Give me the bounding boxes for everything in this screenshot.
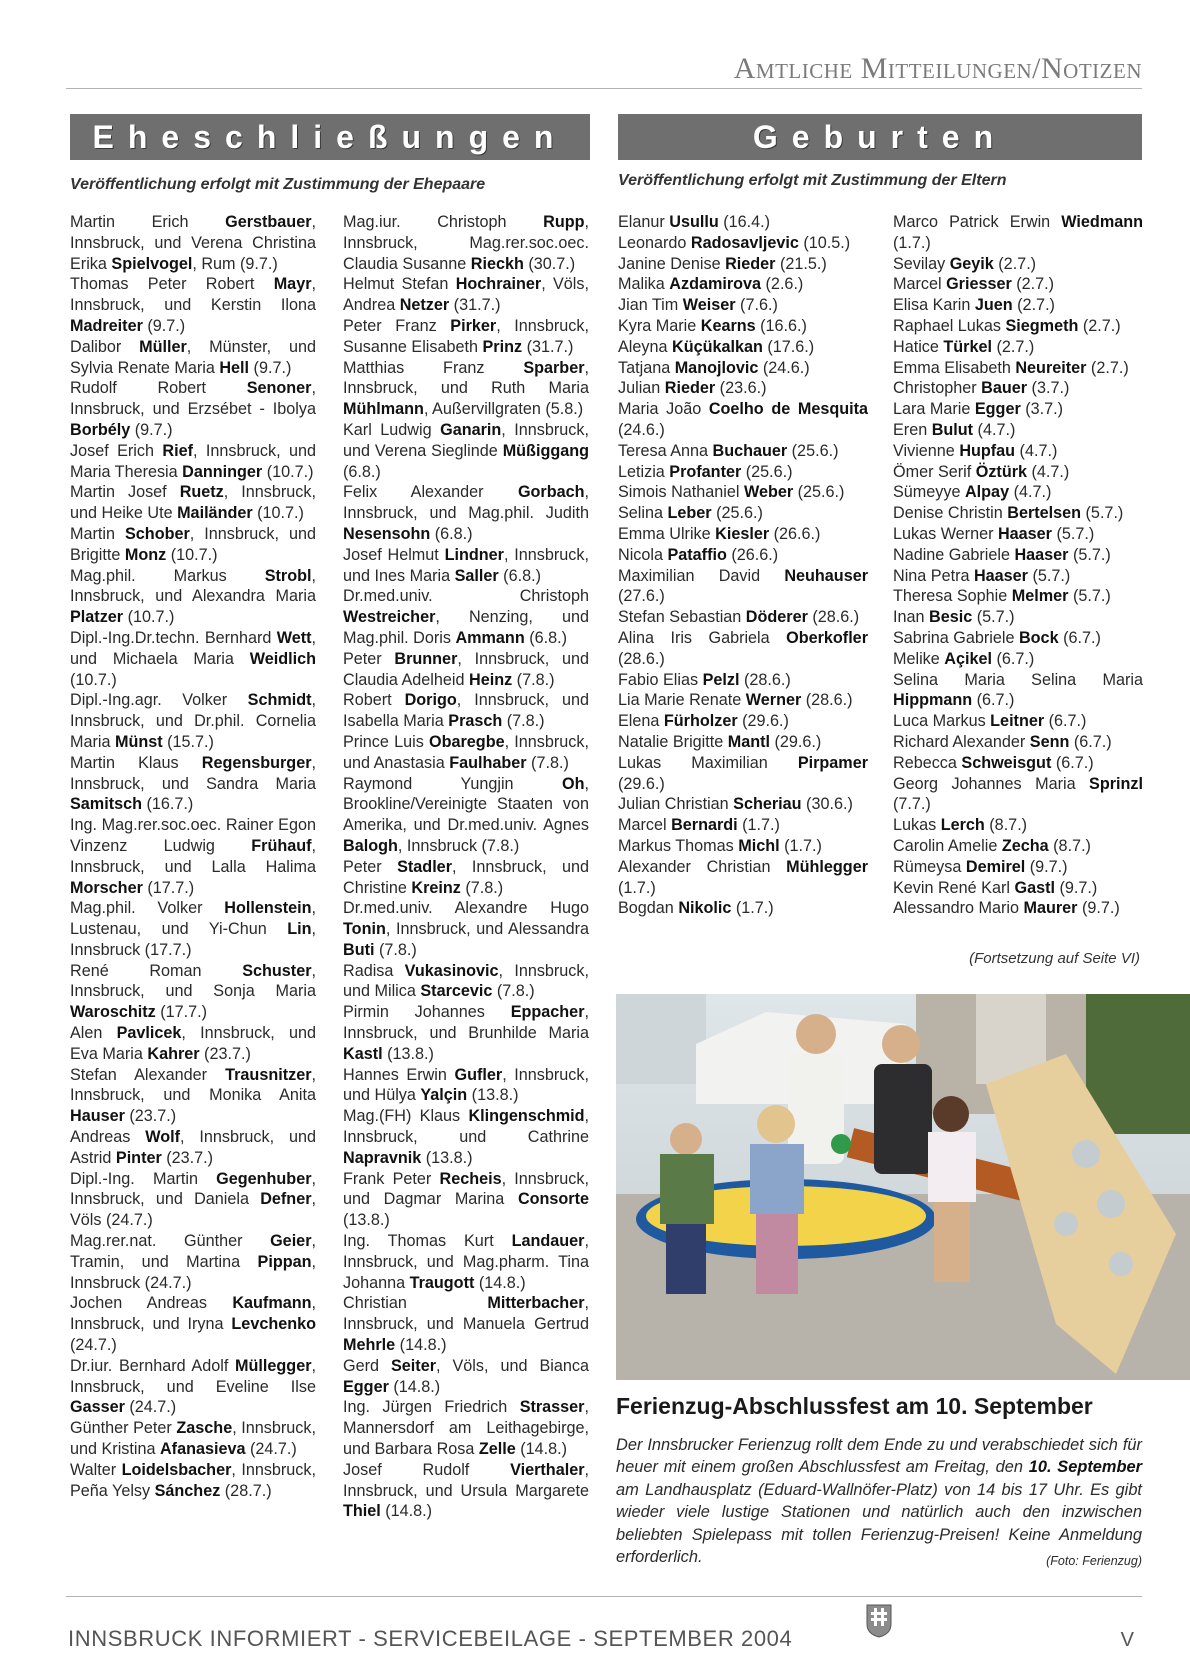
list-item: Peter Stadler, Innsbruck, und Christine Kreinz (7.8.): [343, 857, 589, 897]
list-item: Julian Christian Scheriau (30.6.): [618, 795, 853, 814]
list-item: Josef Erich Rief, Innsbruck, und Maria Theresia Danninger (10.7.): [70, 441, 316, 481]
list-item: Rümeysa Demirel (9.7.): [893, 857, 1068, 876]
list-item: Felix Alexander Gorbach, Innsbruck, und Mag.phil. Judith Nesensohn (6.8.): [343, 483, 589, 543]
list-item: Raphael Lukas Siegmeth (2.7.): [893, 316, 1121, 335]
list-item: Nadine Gabriele Haaser (5.7.): [893, 545, 1111, 564]
list-item: Josef Rudolf Vierthaler, Innsbruck, und Ursula Margarete Thiel (14.8.): [343, 1460, 589, 1521]
list-item: Christian Mitterbacher, Innsbruck, und Manuela Gertrud Mehrle (14.8.): [343, 1294, 589, 1355]
list-item: Dalibor Müller, Münster, und Sylvia Renate Maria Hell (9.7.): [70, 337, 317, 377]
list-item: Denise Christin Bertelsen (5.7.): [893, 504, 1124, 523]
list-item: Fabio Elias Pelzl (28.6.): [618, 670, 791, 689]
list-item: Julian Rieder (23.6.): [618, 379, 767, 398]
list-item: Hannes Erwin Gufler, Innsbruck, und Hülya Yalçin (13.8.): [343, 1065, 589, 1105]
list-item: Walter Loidelsbacher, Innsbruck, Peña Yelsy Sánchez (28.7.): [70, 1460, 316, 1500]
list-item: Marco Patrick Erwin Wiedmann (1.7.): [893, 213, 1143, 252]
marriages-subtitle: Veröffentlichung erfolgt mit Zustimmung der Ehepaare: [70, 176, 486, 193]
list-item: Alina Iris Gabriela Oberkofler (28.6.): [618, 628, 868, 668]
list-item: Bogdan Nikolic (1.7.): [618, 899, 774, 918]
list-item: Richard Alexander Senn (6.7.): [893, 732, 1112, 751]
list-item: Dr.med.univ. Christoph Westreicher, Nenzing, und Mag.phil. Doris Ammann (6.8.): [343, 587, 589, 647]
list-item: Markus Thomas Michl (1.7.): [618, 836, 822, 855]
article-body: [616, 1434, 1142, 1572]
list-item: Tatjana Manojlovic (24.6.): [618, 358, 810, 377]
list-item: Selina Maria Selina Maria Hippmann (6.7.): [893, 670, 1143, 710]
list-item: Robert Dorigo, Innsbruck, und Isabella Maria Prasch (7.8.): [343, 691, 589, 731]
list-item: Lukas Maximilian Pirpamer (29.6.): [618, 753, 868, 793]
list-item: Sevilay Geyik (2.7.): [893, 254, 1037, 273]
list-item: Simois Nathaniel Weber (25.6.): [618, 483, 845, 502]
list-item: Vivienne Hupfau (4.7.): [893, 441, 1058, 460]
list-item: Hatice Türkel (2.7.): [893, 337, 1035, 356]
list-item: René Roman Schuster, Innsbruck, und Sonja Maria Waroschitz (17.7.): [70, 961, 316, 1022]
list-item: Martin Schober, Innsbruck, und Brigitte Monz (10.7.): [70, 524, 316, 564]
list-item: Josef Helmut Lindner, Innsbruck, und Ines Maria Saller (6.8.): [343, 545, 589, 585]
footer-text: INNSBRUCK INFORMIERT - SERVICEBEILAGE - SEPTEMBER 2004: [68, 1626, 793, 1651]
list-item: Thomas Peter Robert Mayr, Innsbruck, und Kerstin Ilona Madreiter (9.7.): [70, 275, 316, 335]
list-item: Marcel Bernardi (1.7.): [618, 816, 780, 835]
list-item: Eren Bulut (4.7.): [893, 420, 1016, 439]
list-item: Alexander Christian Mühlegger (1.7.): [618, 857, 868, 897]
list-item: Dipl.-Ing.Dr.techn. Bernhard Wett, und Michaela Maria Weidlich (10.7.): [70, 628, 316, 689]
list-item: Mag.phil. Markus Strobl, Innsbruck, und Alexandra Maria Platzer (10.7.): [70, 566, 316, 627]
list-item: Radisa Vukasinovic, Innsbruck, und Milica Starcevic (7.8.): [343, 961, 589, 1001]
list-item: Mag.iur. Christoph Rupp, Innsbruck, Mag.rer.soc.oec. Claudia Susanne Rieckh (30.7.): [343, 213, 589, 273]
list-item: Mag.rer.nat. Günther Geier, Tramin, und Martina Pippan, Innsbruck (24.7.): [70, 1232, 316, 1292]
list-item: Rebecca Schweisgut (6.7.): [893, 753, 1094, 772]
list-item: Lukas Werner Haaser (5.7.): [893, 524, 1095, 543]
list-item: Jian Tim Weiser (7.6.): [618, 296, 778, 315]
births-column-2: [893, 212, 1143, 919]
births-heading: Geburten: [618, 114, 1142, 160]
list-item: Lukas Lerch (8.7.): [893, 816, 1028, 835]
list-item: Elisa Karin Juen (2.7.): [893, 296, 1055, 315]
list-item: Stefan Alexander Trausnitzer, Innsbruck, und Monika Anita Hauser (23.7.): [70, 1065, 316, 1126]
list-item: Sümeyye Alpay (4.7.): [893, 483, 1052, 502]
article-headline: Ferienzug-Abschlussfest am 10. September: [616, 1393, 1093, 1419]
header-rule: [66, 88, 1142, 89]
list-item: Martin Josef Ruetz, Innsbruck, und Heike Ute Mailänder (10.7.): [70, 483, 316, 523]
list-item: Inan Besic (5.7.): [893, 608, 1015, 627]
list-item: Nina Petra Haaser (5.7.): [893, 566, 1071, 585]
list-item: Melike Açikel (6.7.): [893, 649, 1035, 668]
list-item: Dr.med.univ. Alexandre Hugo Tonin, Innsbruck, und Alessandra Buti (7.8.): [343, 899, 589, 959]
list-item: Mag.phil. Volker Hollenstein, Lustenau, und Yi-Chun Lin, Innsbruck (17.7.): [70, 899, 316, 959]
list-item: Prince Luis Obaregbe, Innsbruck, und Anastasia Faulhaber (7.8.): [343, 732, 589, 772]
list-item: Luca Markus Leitner (6.7.): [893, 712, 1087, 731]
list-item: Peter Brunner, Innsbruck, und Claudia Adelheid Heinz (7.8.): [343, 649, 589, 689]
list-item: Gerd Seiter, Völs, und Bianca Egger (14.8.): [343, 1356, 589, 1396]
list-item: Jochen Andreas Kaufmann, Innsbruck, und Iryna Levchenko (24.7.): [70, 1294, 316, 1355]
list-item: Natalie Brigitte Mantl (29.6.): [618, 732, 822, 751]
list-item: Malika Azdamirova (2.6.): [618, 275, 804, 294]
article-text-post: am Landhausplatz (Eduard-Wallnöfer-Platz) von 14 bis 17 Uhr. Es gibt wieder viele lustige Stationen und natürlich auch den inzwischen beliebten Spielepass mit tollen Ferienzug-Preisen! Keine Anmeldung erforderlich.: [616, 1480, 1142, 1567]
marriages-column-1: [70, 212, 316, 1501]
list-item: Lia Marie Renate Werner (28.6.): [618, 691, 853, 710]
births-subtitle: Veröffentlichung erfolgt mit Zustimmung der Eltern: [618, 172, 1007, 189]
continuation-note: (Fortsetzung auf Seite VI): [969, 950, 1140, 967]
list-item: Georg Johannes Maria Sprinzl (7.7.): [893, 774, 1143, 814]
births-column-1: [618, 212, 868, 919]
list-item: Elanur Usullu (16.4.): [618, 213, 771, 231]
list-item: Alessandro Mario Maurer (9.7.): [893, 899, 1120, 918]
photo-credit: (Foto: Ferienzug): [1046, 1554, 1142, 1569]
list-item: Elena Fürholzer (29.6.): [618, 712, 789, 731]
list-item: Ing. Jürgen Friedrich Strasser, Mannersdorf am Leithagebirge, und Barbara Rosa Zelle (14.8.): [343, 1398, 589, 1459]
list-item: Martin Klaus Regensburger, Innsbruck, und Sandra Maria Samitsch (16.7.): [70, 753, 316, 814]
list-item: Frank Peter Recheis, Innsbruck, und Dagmar Marina Consorte (13.8.): [343, 1169, 589, 1230]
innsbruck-coat-of-arms-icon: [866, 1604, 892, 1643]
list-item: Kevin René Karl Gastl (9.7.): [893, 878, 1098, 897]
list-item: Raymond Yungjin Oh, Brookline/Vereinigte Staaten von Amerika, und Dr.med.univ. Agnes Balogh, Innsbruck (7.8.): [343, 774, 589, 855]
list-item: Pirmin Johannes Eppacher, Innsbruck, und Brunhilde Maria Kastl (13.8.): [343, 1003, 589, 1063]
list-item: Dipl.-Ing. Martin Gegenhuber, Innsbruck, und Daniela Defner, Völs (24.7.): [70, 1169, 316, 1230]
list-item: Andreas Wolf, Innsbruck, und Astrid Pinter (23.7.): [70, 1128, 316, 1167]
list-item: Leonardo Radosavljevic (10.5.): [618, 233, 851, 252]
list-item: Nicola Pataffio (26.6.): [618, 545, 779, 564]
article-date: 10. September: [1028, 1458, 1142, 1477]
list-item: Alen Pavlicek, Innsbruck, und Eva Maria Kahrer (23.7.): [70, 1024, 316, 1063]
list-item: Peter Franz Pirker, Innsbruck, Susanne Elisabeth Prinz (31.7.): [343, 316, 589, 356]
list-item: Maximilian David Neuhauser (27.6.): [618, 566, 868, 606]
list-item: Stefan Sebastian Döderer (28.6.): [618, 608, 860, 627]
list-item: Martin Erich Gerstbauer, Innsbruck, und Verena Christina Erika Spielvogel, Rum (9.7.): [70, 213, 316, 273]
list-item: Sabrina Gabriele Bock (6.7.): [893, 628, 1101, 647]
list-item: Ing. Thomas Kurt Landauer, Innsbruck, und Mag.pharm. Tina Johanna Traugott (14.8.): [343, 1232, 589, 1292]
list-item: Rudolf Robert Senoner, Innsbruck, und Erzsébet - Ibolya Borbély (9.7.): [70, 379, 316, 439]
footer-rule: [66, 1596, 1142, 1597]
page-number: V: [1120, 1629, 1134, 1651]
list-item: Günther Peter Zasche, Innsbruck, und Kristina Afanasieva (24.7.): [70, 1419, 316, 1459]
article-text-pre: Der Innsbrucker Ferienzug rollt dem Ende zu und verabschiedet sich für heuer mit einem großen Abschlussfest am Freitag, den: [616, 1436, 1142, 1477]
list-item: Emma Elisabeth Neureiter (2.7.): [893, 358, 1129, 377]
list-item: Helmut Stefan Hochrainer, Völs, Andrea Netzer (31.7.): [343, 275, 589, 315]
list-item: Ing. Mag.rer.soc.oec. Rainer Egon Vinzenz Ludwig Frühauf, Innsbruck, und Lalla Halima Morscher (17.7.): [70, 816, 316, 897]
section-header-title: Amtliche Mitteilungen/Notizen: [733, 52, 1142, 85]
ferienzug-photo: [616, 994, 1190, 1380]
list-item: Lara Marie Egger (3.7.): [893, 400, 1064, 419]
list-item: Mag.(FH) Klaus Klingenschmid, Innsbruck, und Cathrine Napravnik (13.8.): [343, 1107, 589, 1167]
list-item: Carolin Amelie Zecha (8.7.): [893, 836, 1091, 855]
list-item: Janine Denise Rieder (21.5.): [618, 254, 827, 273]
list-item: Dr.iur. Bernhard Adolf Müllegger, Innsbruck, und Eveline Ilse Gasser (24.7.): [70, 1356, 316, 1417]
list-item: Letizia Profanter (25.6.): [618, 462, 793, 481]
list-item: Marcel Griesser (2.7.): [893, 275, 1055, 294]
list-item: Selina Leber (25.6.): [618, 504, 763, 523]
marriages-column-2: [343, 212, 589, 1522]
marriages-heading: Eheschließungen: [70, 114, 590, 160]
list-item: Matthias Franz Sparber, Innsbruck, und Ruth Maria Mühlmann, Außervillgraten (5.8.): [343, 358, 589, 419]
list-item: Ömer Serif Öztürk (4.7.): [893, 462, 1070, 481]
list-item: Emma Ulrike Kiesler (26.6.): [618, 524, 821, 543]
list-item: Kyra Marie Kearns (16.6.): [618, 316, 807, 335]
list-item: Maria João Coelho de Mesquita (24.6.): [618, 400, 868, 439]
list-item: Teresa Anna Buchauer (25.6.): [618, 441, 839, 460]
list-item: Christopher Bauer (3.7.): [893, 379, 1070, 398]
list-item: Aleyna Küçükalkan (17.6.): [618, 337, 815, 356]
list-item: Dipl.-Ing.agr. Volker Schmidt, Innsbruck, und Dr.phil. Cornelia Maria Münst (15.7.): [70, 691, 316, 751]
list-item: Karl Ludwig Ganarin, Innsbruck, und Verena Sieglinde Müßiggang (6.8.): [343, 420, 589, 481]
list-item: Theresa Sophie Melmer (5.7.): [893, 587, 1111, 606]
